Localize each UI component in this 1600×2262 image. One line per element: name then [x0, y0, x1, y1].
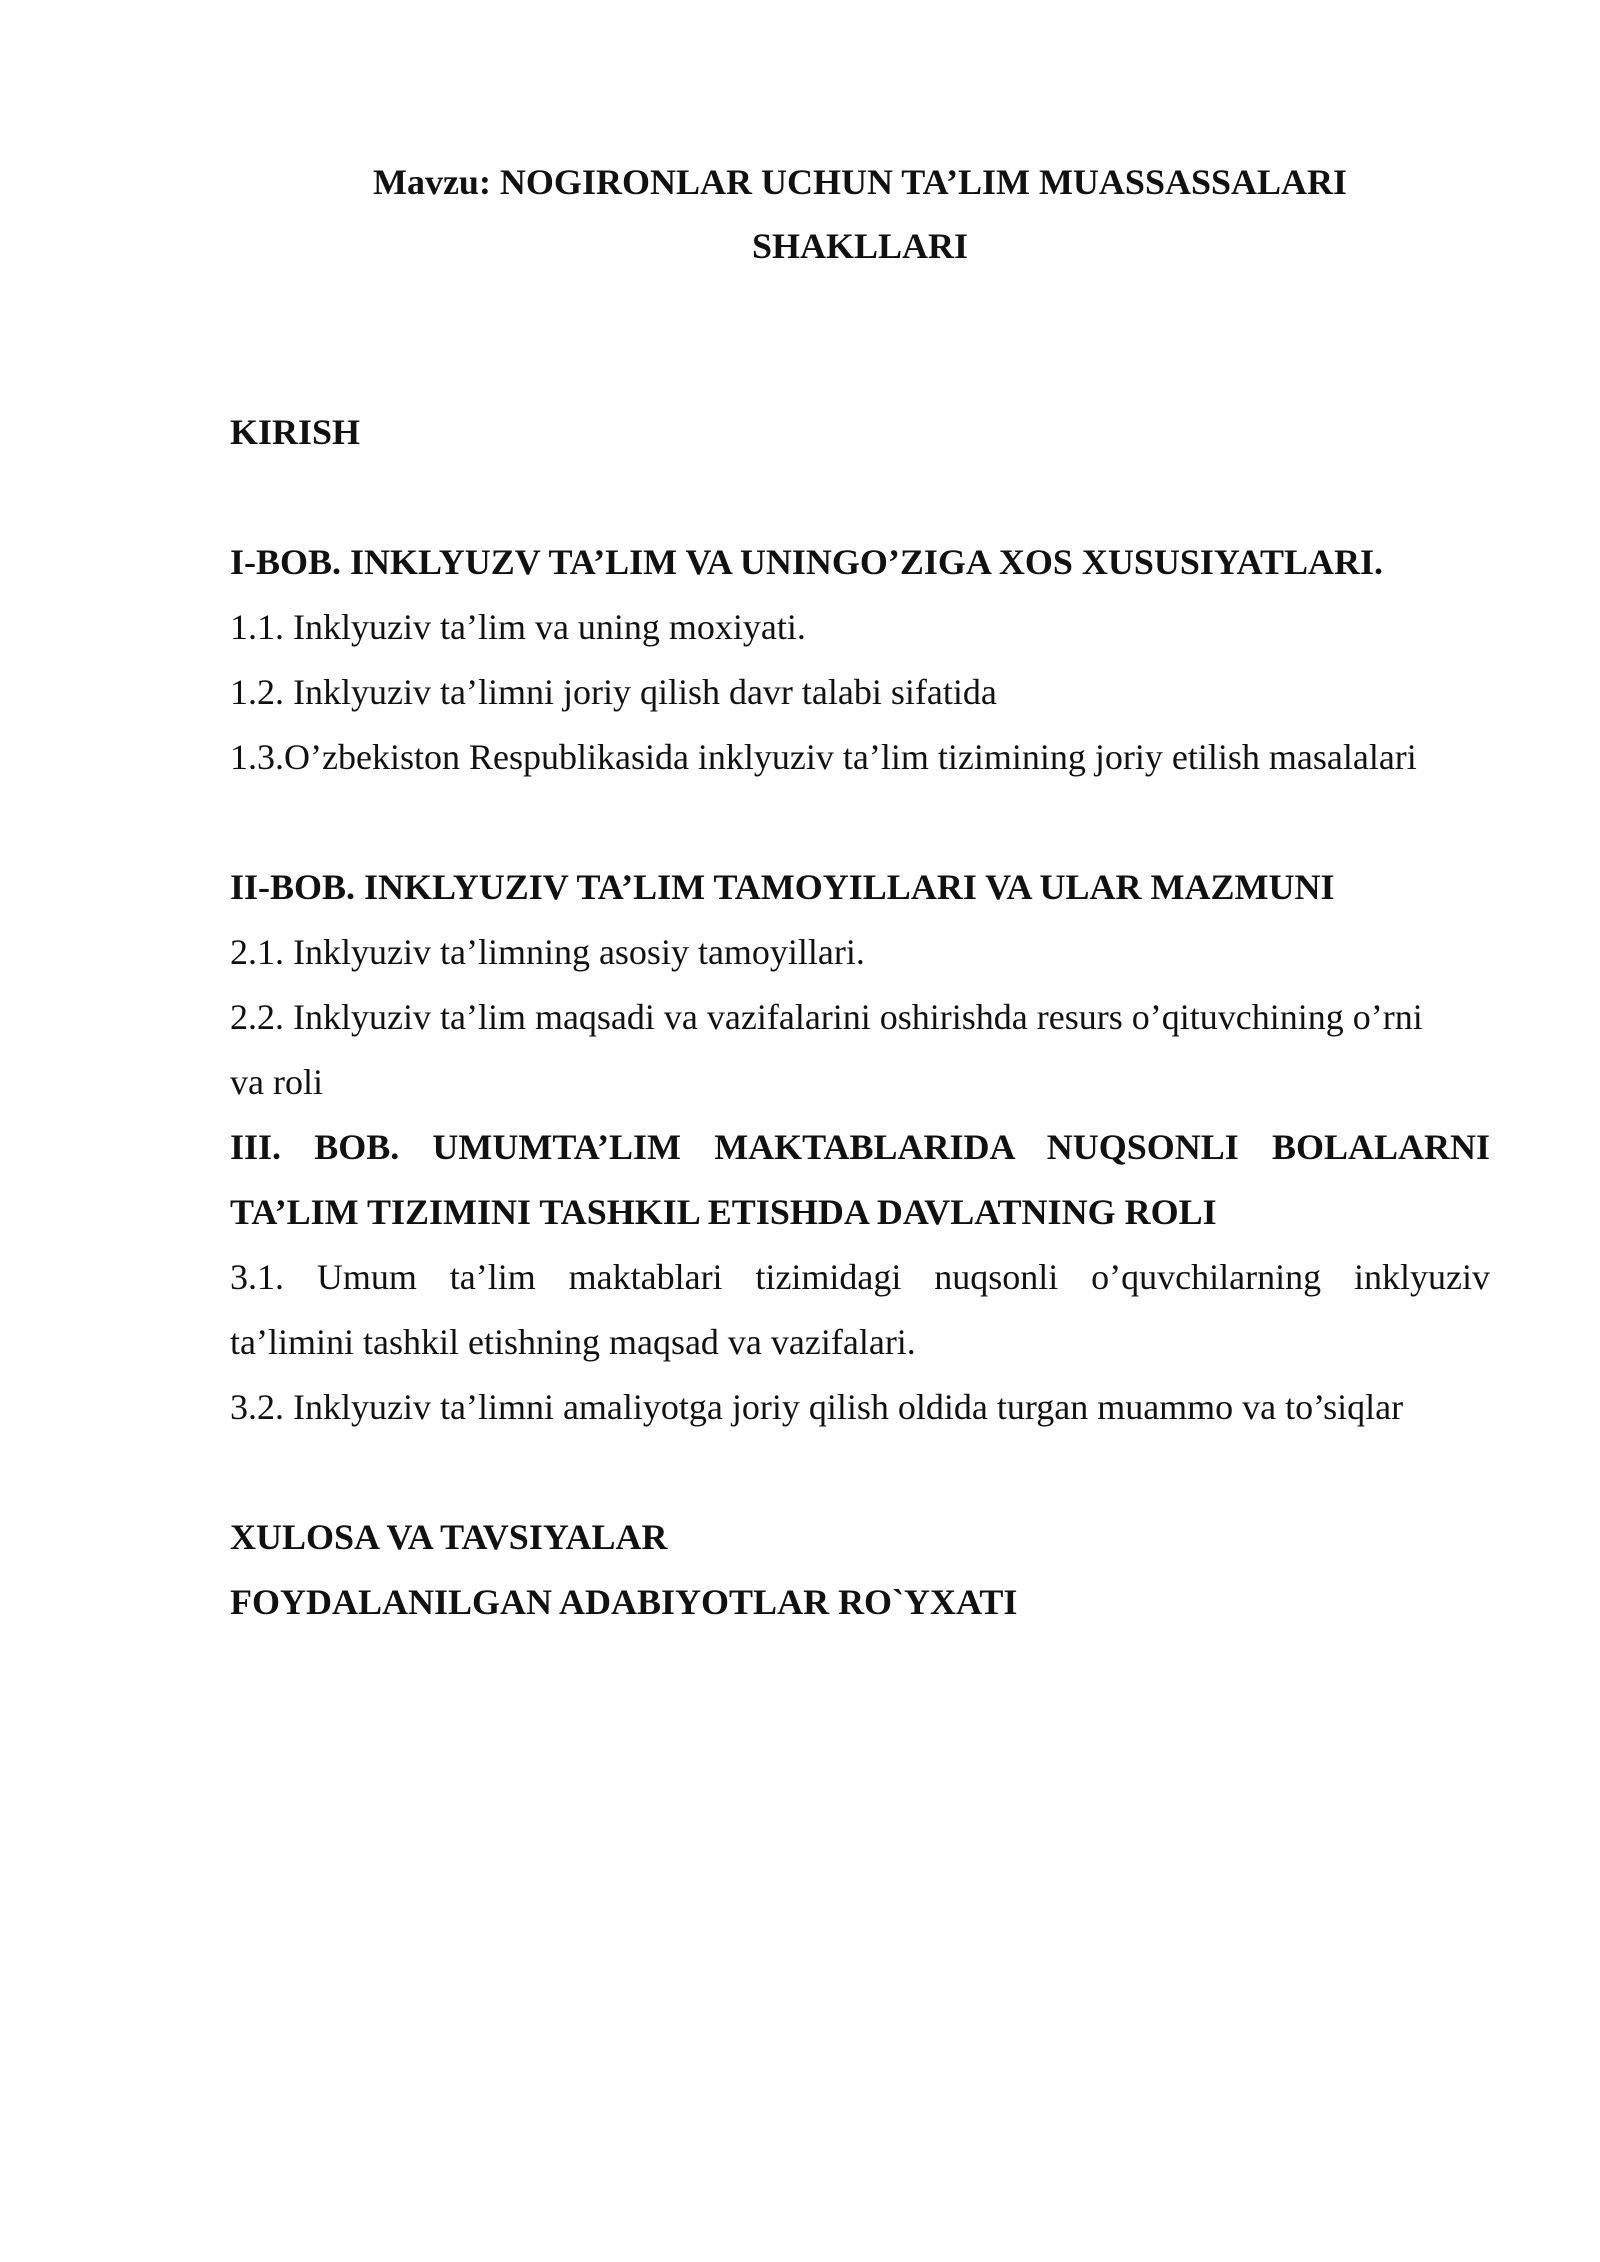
document-title — [0, 150, 1600, 278]
table-of-contents — [230, 400, 1490, 1635]
toc-item-3-1-line-2: ta’limini tashkil etishning maqsad va vazifalari. — [230, 1322, 916, 1362]
spacer — [230, 465, 1490, 530]
chapter-3-heading-line-2: TA’LIM TIZIMINI TASHKIL ETISHDA DAVLATNING ROLI — [230, 1192, 1217, 1232]
toc-references: FOYDALANILGAN ADABIYOTLAR RO`YXATI — [230, 1582, 1018, 1622]
spacer — [230, 790, 1490, 855]
toc-item-1-3: 1.3.O’zbekiston Respublikasida inklyuziv ta’lim tizimining joriy etilish masalalari — [230, 737, 1417, 777]
toc-item-3-2: 3.2. Inklyuziv ta’limni amaliyotga joriy qilish oldida turgan muammo va to’siqlar — [230, 1387, 1404, 1427]
toc-item-1-1: 1.1. Inklyuziv ta’lim va uning moxiyati. — [230, 607, 806, 647]
toc-item-3-1-line-1: 3.1. Umum ta’lim maktablari tizimidagi nuqsonli o’quvchilarning inklyuziv — [230, 1257, 1490, 1297]
toc-item-2-1: 2.1. Inklyuziv ta’limning asosiy tamoyillari. — [230, 932, 865, 972]
toc-intro: KIRISH — [230, 412, 361, 452]
spacer — [230, 1440, 1490, 1505]
title-line-1: Mavzu: NOGIRONLAR UCHUN TA’LIM MUASSASSALARI — [372, 162, 1348, 202]
chapter-1-heading: I-BOB. INKLYUZV TA’LIM VA UNINGO’ZIGA XOS XUSUSIYATLARI. — [230, 542, 1383, 582]
chapter-2-heading: II-BOB. INKLYUZIV TA’LIM TAMOYILLARI VA ULAR MAZMUNI — [230, 867, 1335, 907]
toc-item-2-2-line-1: 2.2. Inklyuziv ta’lim maqsadi va vazifalarini oshirishda resurs o’qituvchining o’rni — [230, 997, 1423, 1037]
toc-item-2-2-line-2: va roli — [230, 1062, 323, 1102]
toc-item-1-2: 1.2. Inklyuziv ta’limni joriy qilish davr talabi sifatida — [230, 672, 997, 712]
toc-conclusion: XULOSA VA TAVSIYALAR — [230, 1517, 668, 1557]
chapter-3-heading-line-1: III. BOB. UMUMTA’LIM MAKTABLARIDA NUQSONLI BOLALARNI — [230, 1127, 1490, 1167]
title-line-2: SHAKLLARI — [751, 226, 969, 266]
